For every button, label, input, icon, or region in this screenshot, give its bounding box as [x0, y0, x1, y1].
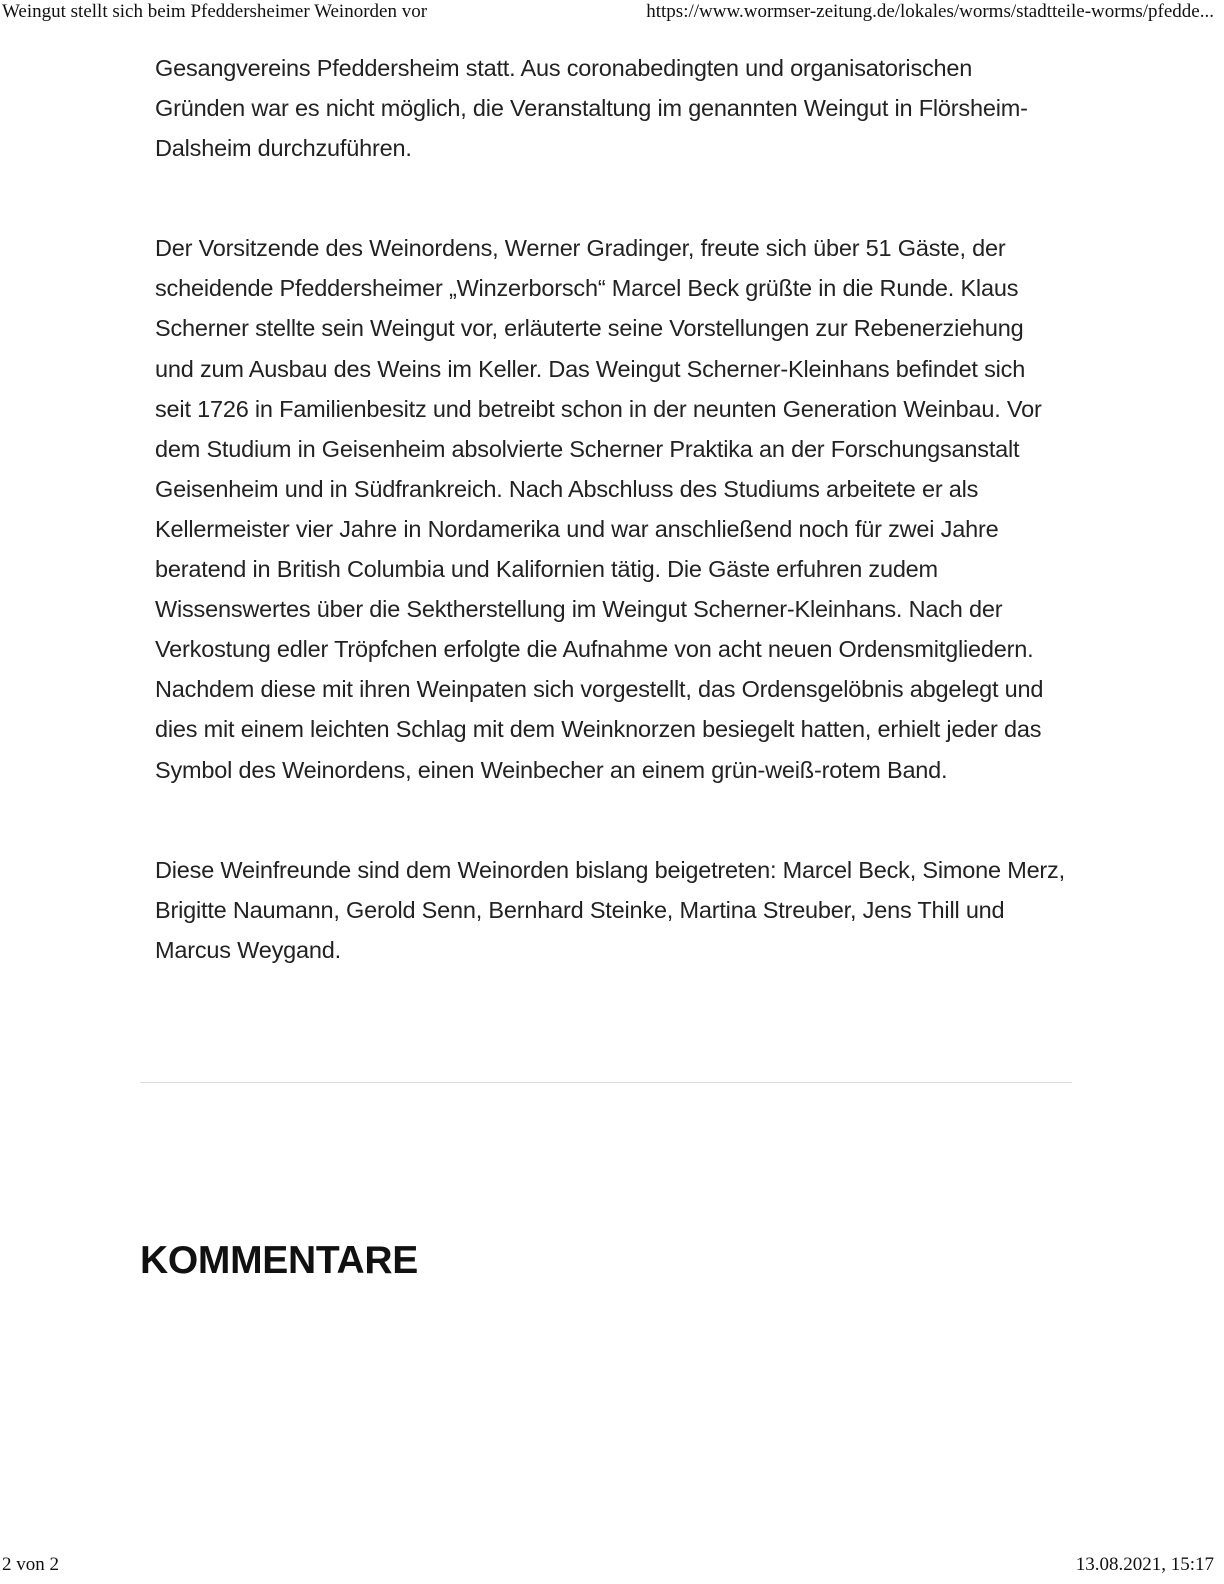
print-footer	[0, 1552, 1224, 1580]
article-paragraph: Diese Weinfreunde sind dem Weinorden bislang beigetreten: Marcel Beck, Simone Merz, Brigitte Naumann, Gerold Senn, Bernhard Steinke, Martina Streuber, Jens Thill und Marcus Weygand.	[155, 856, 1065, 963]
print-url: https://www.wormser-zeitung.de/lokales/worms/stadtteile-worms/pfedde...	[646, 1, 1214, 22]
print-page-title: Weingut stellt sich beim Pfeddersheimer Weinorden vor	[2, 1, 428, 22]
print-page-number: 2 von 2	[2, 1554, 59, 1575]
article-paragraph: Der Vorsitzende des Weinordens, Werner Gradinger, freute sich über 51 Gäste, der scheidende Pfeddersheimer „Winzerborsch“ Marcel Beck grüßte in die Runde. Klaus Scherner stellte sein Weingut vor, erläuterte seine Vorstellungen zur Rebenerziehung und zum Ausbau des Weins im Keller. Das Weingut Scherner-Kleinhans befindet sich seit 1726 in Familienbesitz und betreibt schon in der neunten Generation Weinbau. Vor dem Studium in Geisenheim absolvierte Scherner Praktika an der Forschungsanstalt Geisenheim und in Südfrankreich. Nach Abschluss des Studiums arbeitete er als Kellermeister vier Jahre in Nordamerika und war anschließend noch für zwei Jahre beratend in British Columbia und Kalifornien tätig. Die Gäste erfuhren zudem Wissenswertes über die Sektherstellung im Weingut Scherner-Kleinhans. Nach der Verkostung edler Tröpfchen erfolgte die Aufnahme von acht neuen Ordensmitgliedern. Nachdem diese mit ihren Weinpaten sich vorgestellt, das Ordensgelöbnis abgelegt und dies mit einem leichten Schlag mit dem Weinknorzen besiegelt hatten, erhielt jeder das Symbol des Weinordens, einen Weinbecher an einem grün-weiß-rotem Band.	[155, 235, 1044, 783]
print-header	[0, 0, 1224, 26]
comments-heading: KOMMENTARE	[140, 1239, 418, 1282]
article-body	[155, 48, 1067, 1030]
print-timestamp: 13.08.2021, 15:17	[1075, 1554, 1214, 1575]
article-paragraph: Gesangvereins Pfeddersheim statt. Aus coronabedingten und organisatorischen Gründen war es nicht möglich, die Veranstaltung im genannten Weingut in Flörsheim-Dalsheim durchzuführen.	[155, 55, 1028, 162]
section-divider	[140, 1082, 1072, 1083]
